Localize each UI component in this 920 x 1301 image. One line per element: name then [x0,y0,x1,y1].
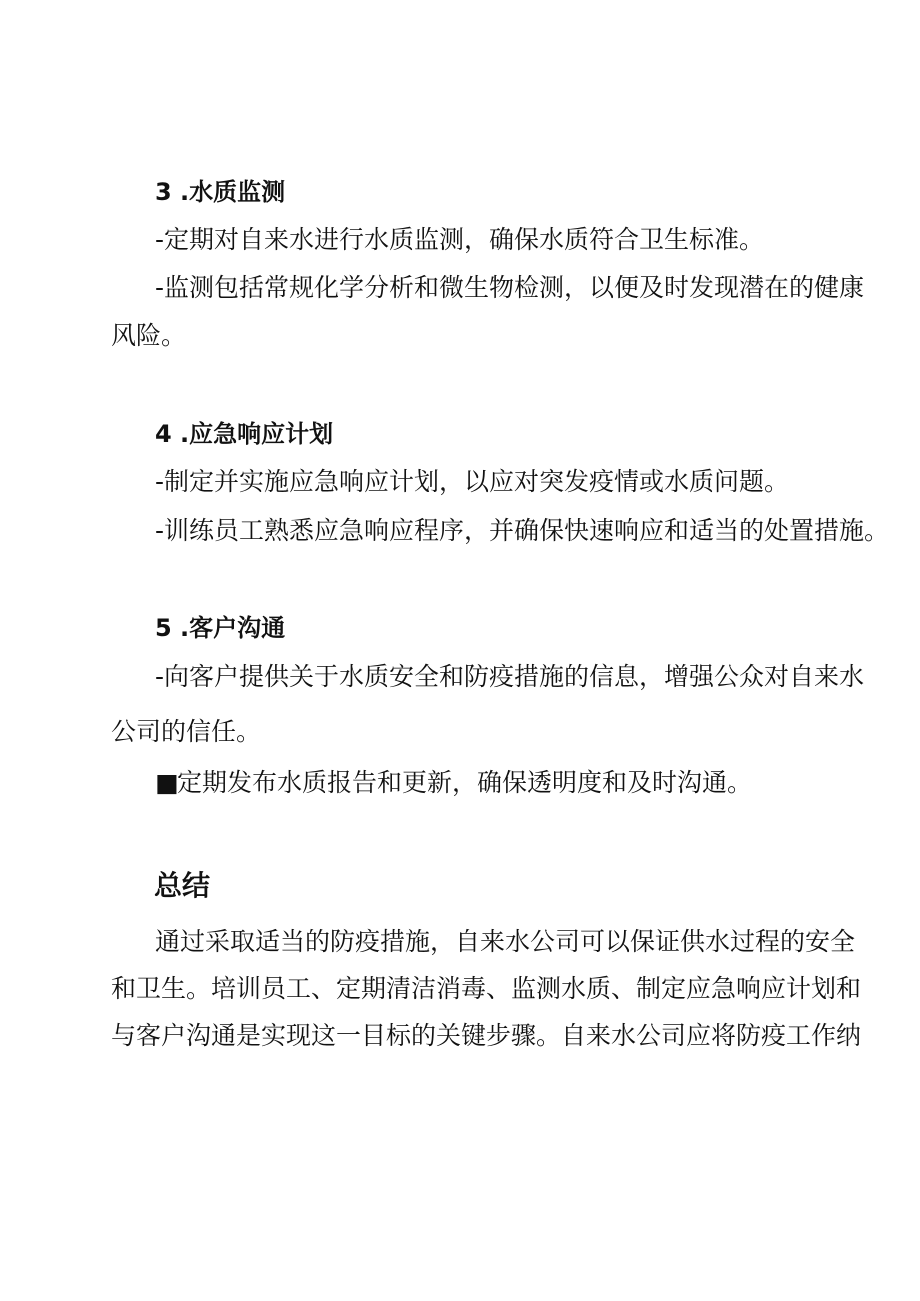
summary-line-3: 与客户沟通是实现这一目标的关键步骤。自来水公司应将防疫工作纳 [111,1021,862,1050]
section-4-heading: 4 .应急响应计划 [155,420,334,448]
section-5-square-bullet-item [155,767,752,799]
section-5-heading: 5 .客户沟通 [155,614,286,642]
summary-line-1: 通过采取适当的防疫措施，自来水公司可以保证供水过程的安全 [155,927,856,956]
section-5-line-1: -向客户提供关于水质安全和防疫措施的信息，增强公众对自来水 [155,662,865,691]
section-3-line-3: 风险。 [111,321,187,350]
section-4-line-2: -训练员工熟悉应急响应程序，并确保快速响应和适当的处置措施。 [155,516,890,545]
section-4-line-1: -制定并实施应急响应计划，以应对突发疫情或水质问题。 [155,467,790,496]
summary-line-2: 和卫生。培训员工、定期清洁消毒、监测水质、制定应急响应计划和 [111,974,862,1003]
section-5-line-3: 定期发布水质报告和更新，确保透明度和及时沟通。 [177,768,753,797]
section-3-line-2: -监测包括常规化学分析和微生物检测，以便及时发现潜在的健康 [155,273,865,302]
section-3-heading: 3 .水质监测 [155,178,286,206]
summary-heading: 总结 [154,869,211,902]
section-5-line-2: 公司的信任。 [111,717,262,746]
square-bullet-icon: ■ [155,768,179,797]
section-3-line-1: -定期对自来水进行水质监测，确保水质符合卫生标准。 [155,225,765,254]
